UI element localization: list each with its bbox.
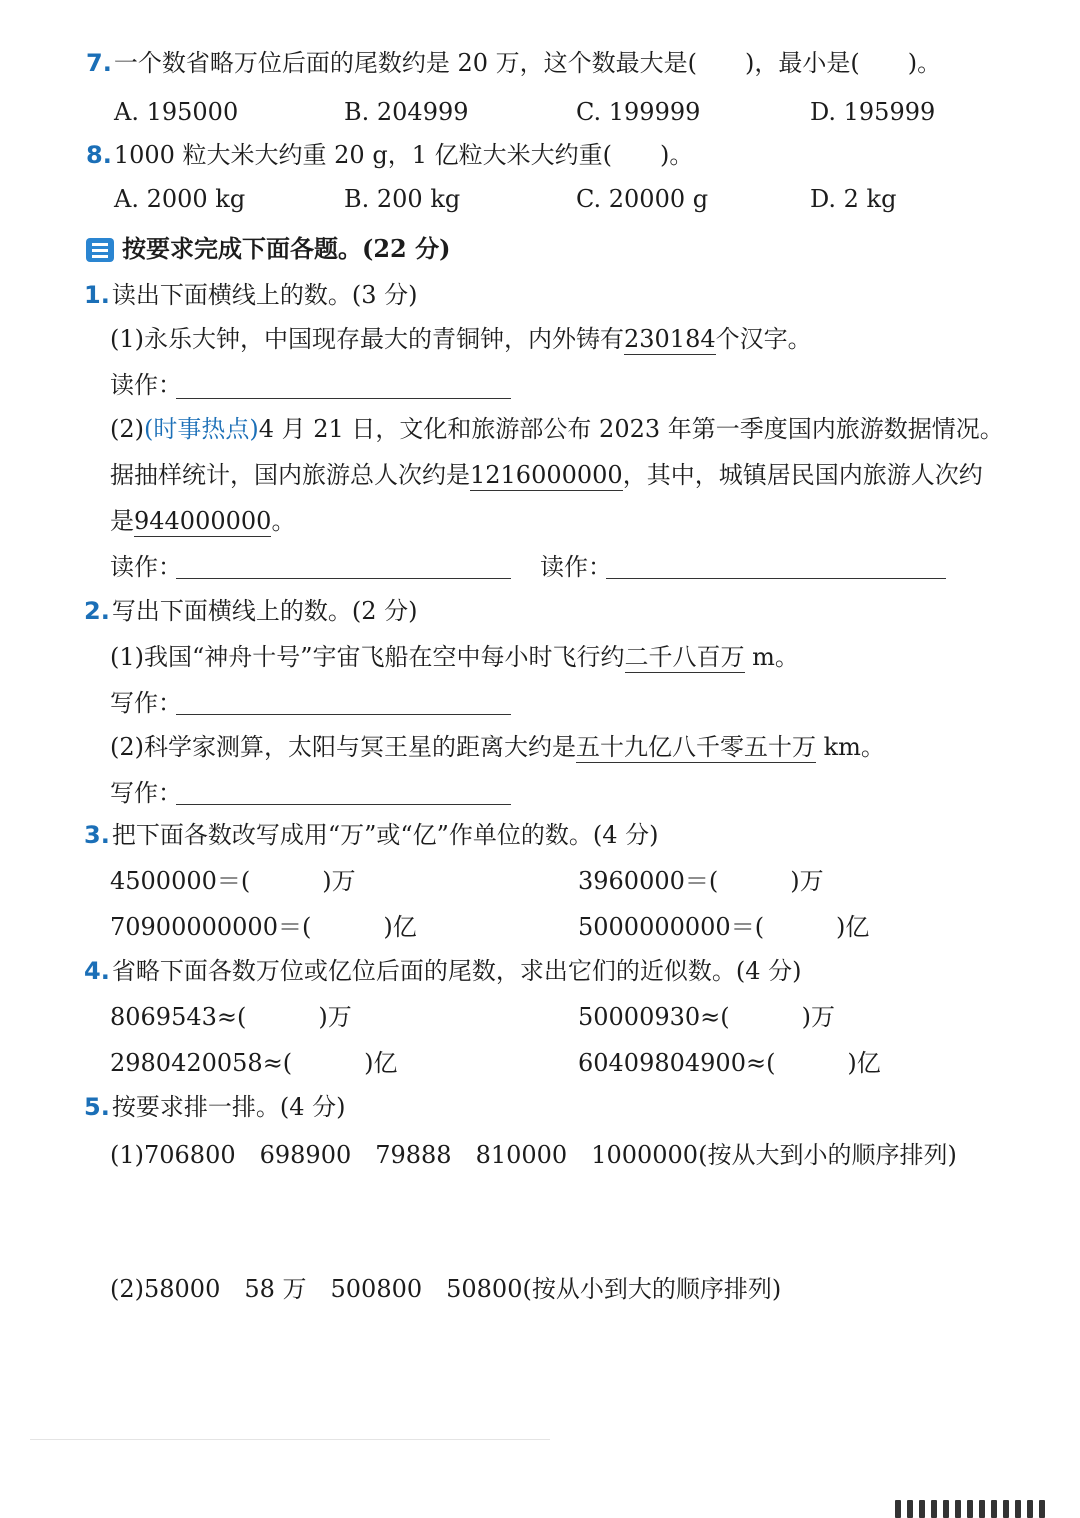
problem-title: 读出下面横线上的数。(3 分) — [111, 281, 418, 309]
p1-sub2-text: 是 — [110, 507, 134, 535]
problem-number: 4. — [84, 957, 110, 985]
problem-title: 把下面各数改写成用“万”或“亿”作单位的数。(4 分) — [111, 821, 659, 849]
question-7 — [86, 46, 941, 80]
answer-line[interactable] — [176, 714, 511, 715]
p3-item[interactable]: 70900000000＝( )亿 — [110, 913, 417, 941]
underlined-number: 230184 — [624, 325, 716, 353]
p4-item[interactable]: 8069543≈( )万 — [110, 1003, 352, 1031]
q7-option-a: A. 195000 — [114, 98, 239, 126]
p3-item[interactable]: 3960000＝( )万 — [578, 867, 824, 895]
p2-sub1-text: (1)我国“神舟十号”宇宙飞船在空中每小时飞行约 — [110, 643, 625, 671]
p2-sub1 — [110, 640, 799, 674]
read-label: 读作： — [540, 553, 612, 581]
p3-item[interactable]: 4500000＝( )万 — [110, 867, 356, 895]
p4-item[interactable]: 50000930≈( )万 — [578, 1003, 835, 1031]
p5-sub2: (2)58000 58 万 500800 50800(按从小到大的顺序排列) — [110, 1275, 782, 1303]
q7-option-c: C. 199999 — [576, 98, 701, 126]
question-text: 1000 粒大米大约重 20 g，1 亿粒大米大约重( )。 — [113, 141, 694, 169]
question-8 — [86, 138, 693, 172]
problem-3-title — [84, 818, 659, 852]
write-label: 写作： — [110, 689, 182, 717]
problem-title: 省略下面各数万位或亿位后面的尾数，求出它们的近似数。(4 分) — [111, 957, 802, 985]
p2-sub2-text: (2)科学家测算，太阳与冥王星的距离大约是 — [110, 733, 576, 761]
p3-item[interactable]: 5000000000＝( )亿 — [578, 913, 870, 941]
divider — [30, 1439, 550, 1440]
question-number: 7. — [86, 49, 112, 77]
p1-sub1-text-end: 个汉字。 — [715, 325, 812, 353]
p1-sub1-text: (1)永乐大钟，中国现存最大的青铜钟，内外铸有 — [110, 325, 624, 353]
p1-sub2-text: 。 — [271, 507, 296, 535]
p4-item[interactable]: 2980420058≈( )亿 — [110, 1049, 398, 1077]
problem-title: 写出下面横线上的数。(2 分) — [111, 597, 418, 625]
problem-4-title — [84, 954, 801, 988]
section-three-icon — [86, 238, 114, 262]
problem-number: 5. — [84, 1093, 110, 1121]
problem-number: 3. — [84, 821, 110, 849]
q7-option-b: B. 204999 — [344, 98, 469, 126]
underlined-words: 二千八百万 — [624, 643, 745, 671]
write-label: 写作： — [110, 779, 182, 807]
p1-sub1 — [110, 322, 812, 356]
answer-line[interactable] — [176, 578, 511, 579]
p1-sub2-text: ，其中，城镇居民国内旅游人次约 — [622, 461, 983, 489]
q8-option-d: D. 2 kg — [810, 185, 897, 213]
p1-sub2-line1 — [110, 412, 1004, 446]
answer-line[interactable] — [176, 804, 511, 805]
problem-5-title — [84, 1090, 345, 1124]
problem-2-title — [84, 594, 417, 628]
problem-title: 按要求排一排。(4 分) — [111, 1093, 346, 1121]
p1-sub2-line2 — [110, 458, 983, 492]
question-number: 8. — [86, 141, 112, 169]
problem-number: 2. — [84, 597, 110, 625]
section-three-title: 按要求完成下面各题。(22 分) — [122, 234, 451, 263]
q8-option-a: A. 2000 kg — [114, 185, 246, 213]
question-text: 一个数省略万位后面的尾数约是 20 万，这个数最大是( )，最小是( )。 — [113, 49, 942, 77]
problem-1-title — [84, 278, 417, 312]
underlined-number: 944000000 — [134, 507, 272, 535]
p2-sub2 — [110, 730, 885, 764]
answer-line[interactable] — [606, 578, 946, 579]
problem-number: 1. — [84, 281, 110, 309]
p5-sub1: (1)706800 698900 79888 810000 1000000(按从大到小的顺序排列) — [110, 1141, 957, 1169]
p4-item[interactable]: 60409804900≈( )亿 — [578, 1049, 881, 1077]
p1-sub2-text: 4 月 21 日，文化和旅游部公布 2023 年第一季度国内旅游数据情况。 — [258, 415, 1004, 443]
p1-sub2-text: 据抽样统计，国内旅游总人次约是 — [110, 461, 470, 489]
q8-option-b: B. 200 kg — [344, 185, 461, 213]
p1-sub2-line3 — [110, 504, 295, 538]
q7-option-d: D. 195999 — [810, 98, 936, 126]
p2-sub1-text-end: m。 — [744, 643, 799, 671]
underlined-number: 1216000000 — [470, 461, 623, 489]
answer-line[interactable] — [176, 398, 511, 399]
underlined-words: 五十九亿八千零五十万 — [576, 733, 816, 761]
p1-sub2-prefix: (2) — [110, 415, 144, 443]
q8-option-c: C. 20000 g — [576, 185, 709, 213]
read-label: 读作： — [110, 553, 182, 581]
read-label: 读作： — [110, 371, 182, 399]
p2-sub2-text-end: km。 — [816, 733, 885, 761]
current-events-tag: (时事热点) — [144, 415, 259, 443]
